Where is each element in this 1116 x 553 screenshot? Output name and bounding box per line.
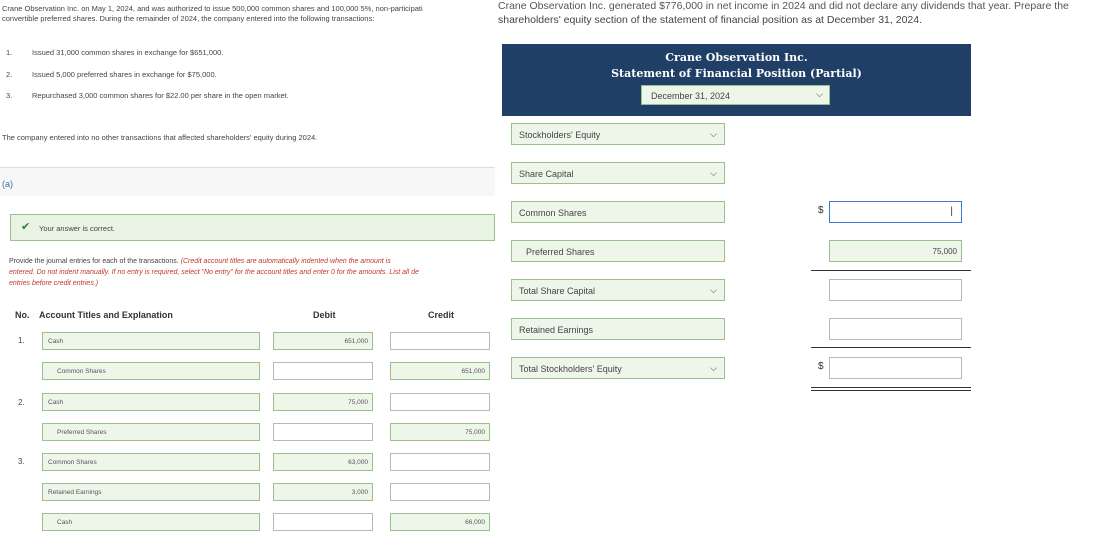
line-label: Common Shares bbox=[519, 208, 587, 218]
transaction-1-text: Issued 31,000 common shares in exchange for $651,000. bbox=[32, 48, 224, 57]
date-select-value: December 31, 2024 bbox=[651, 91, 731, 101]
debit-field[interactable]: 75,000 bbox=[273, 393, 373, 411]
dollar-sign: $ bbox=[818, 205, 824, 216]
credit-field[interactable] bbox=[390, 453, 490, 471]
col-header-account: Account Titles and Explanation bbox=[39, 310, 173, 320]
account-field[interactable]: Common Shares bbox=[42, 362, 260, 380]
preferred-shares-field[interactable] bbox=[511, 240, 725, 262]
debit-field[interactable]: 651,000 bbox=[273, 332, 373, 350]
account-field[interactable]: Cash bbox=[42, 513, 260, 531]
credit-field[interactable]: 651,000 bbox=[390, 362, 490, 380]
debit-field[interactable] bbox=[273, 362, 373, 380]
correct-answer-banner bbox=[10, 214, 495, 241]
share-capital-select[interactable] bbox=[511, 162, 725, 184]
debit-field[interactable]: 3,000 bbox=[273, 483, 373, 501]
select-value: Share Capital bbox=[519, 169, 574, 179]
credit-field[interactable] bbox=[390, 393, 490, 411]
statement-title: Statement of Financial Position (Partial) bbox=[611, 67, 862, 80]
part-a-label: (a) bbox=[2, 179, 13, 189]
stockholders-equity-select[interactable] bbox=[511, 123, 725, 145]
select-value: Total Stockholders' Equity bbox=[519, 364, 622, 374]
account-field[interactable]: Preferred Shares bbox=[42, 423, 260, 441]
text-cursor: | bbox=[950, 206, 953, 217]
instructions-line-3: entries before credit entries.) bbox=[9, 280, 99, 287]
account-field[interactable]: Common Shares bbox=[42, 453, 260, 471]
transaction-3-text: Repurchased 3,000 common shares for $22.00 per share in the open market. bbox=[32, 91, 289, 100]
subtotal-rule bbox=[811, 347, 971, 348]
part-a-bar bbox=[0, 168, 495, 196]
no-other-transactions-note: The company entered into no other transactions that affected shareholders' equity during 2024. bbox=[2, 133, 318, 142]
debit-field[interactable]: 63,000 bbox=[273, 453, 373, 471]
retained-earnings-amount-input[interactable] bbox=[829, 318, 962, 340]
line-label: Retained Earnings bbox=[519, 325, 594, 335]
retained-earnings-field[interactable] bbox=[511, 318, 725, 340]
common-shares-amount-input[interactable] bbox=[829, 201, 962, 223]
chevron-down-icon: ⌵ bbox=[710, 129, 717, 139]
preferred-shares-amount-input[interactable]: 75,000 bbox=[829, 240, 962, 262]
problem-intro-line-1: Crane Observation Inc. on May 1, 2024, and was authorized to issue 500,000 common shares and 100,000 5%, non-participati bbox=[2, 4, 423, 13]
instructions-text: Provide the journal entries for each of the transactions. bbox=[9, 258, 179, 265]
total-stockholders-equity-amount-input[interactable] bbox=[829, 357, 962, 379]
col-header-debit: Debit bbox=[313, 310, 336, 320]
account-field[interactable]: Cash bbox=[42, 393, 260, 411]
common-shares-field[interactable] bbox=[511, 201, 725, 223]
col-header-credit: Credit bbox=[428, 310, 455, 320]
account-field[interactable]: Retained Earnings bbox=[42, 483, 260, 501]
total-share-capital-amount-input[interactable] bbox=[829, 279, 962, 301]
problem-intro-line-2: convertible preferred shares. During the remainder of 2024, the company entered into the following transactions: bbox=[2, 14, 375, 23]
instructions-red-1: (Credit account titles are automatically indented when the amount is bbox=[180, 258, 391, 265]
entry-2-num: 2. bbox=[18, 398, 25, 407]
col-header-no: No. bbox=[15, 310, 30, 320]
subtotal-rule bbox=[811, 270, 971, 271]
dollar-sign: $ bbox=[818, 361, 824, 372]
instructions-line-2: entered. Do not indent manually. If no entry is required, select "No entry" for the account titles and enter 0 for the amounts. List all de bbox=[9, 269, 419, 276]
select-value: Total Share Capital bbox=[519, 286, 596, 296]
total-double-rule-top bbox=[811, 387, 971, 388]
chevron-down-icon: ⌵ bbox=[816, 89, 823, 99]
transaction-1-num: 1. bbox=[6, 48, 13, 57]
chevron-down-icon: ⌵ bbox=[710, 168, 717, 178]
credit-field[interactable]: 75,000 bbox=[390, 423, 490, 441]
chevron-down-icon: ⌵ bbox=[710, 285, 717, 295]
entry-3-num: 3. bbox=[18, 457, 25, 466]
correct-answer-text: Your answer is correct. bbox=[39, 224, 116, 233]
company-name: Crane Observation Inc. bbox=[665, 51, 808, 64]
part-b-intro-line-1: Crane Observation Inc. generated $776,000 in net income in 2024 and did not declare any dividends that year. Prepare the bbox=[498, 0, 1069, 12]
total-share-capital-select[interactable] bbox=[511, 279, 725, 301]
account-field[interactable]: Cash bbox=[42, 332, 260, 350]
transaction-2-text: Issued 5,000 preferred shares in exchange for $75,000. bbox=[32, 70, 217, 79]
checkmark-icon: ✔ bbox=[21, 221, 31, 233]
chevron-down-icon: ⌵ bbox=[710, 363, 717, 373]
instructions-line-1 bbox=[9, 258, 391, 265]
transaction-3-num: 3. bbox=[6, 91, 13, 100]
credit-field[interactable]: 66,000 bbox=[390, 513, 490, 531]
total-double-rule-bottom bbox=[811, 390, 971, 391]
select-value: Stockholders' Equity bbox=[519, 130, 601, 140]
date-select[interactable] bbox=[641, 85, 830, 105]
statement-header bbox=[502, 44, 971, 116]
transaction-2-num: 2. bbox=[6, 70, 13, 79]
line-label: Preferred Shares bbox=[526, 247, 595, 257]
total-stockholders-equity-select[interactable] bbox=[511, 357, 725, 379]
credit-field[interactable] bbox=[390, 332, 490, 350]
debit-field[interactable] bbox=[273, 513, 373, 531]
part-b-intro-line-2: shareholders' equity section of the statement of financial position as at December 31, 2024. bbox=[498, 14, 923, 26]
entry-1-num: 1. bbox=[18, 336, 25, 345]
debit-field[interactable] bbox=[273, 423, 373, 441]
credit-field[interactable] bbox=[390, 483, 490, 501]
